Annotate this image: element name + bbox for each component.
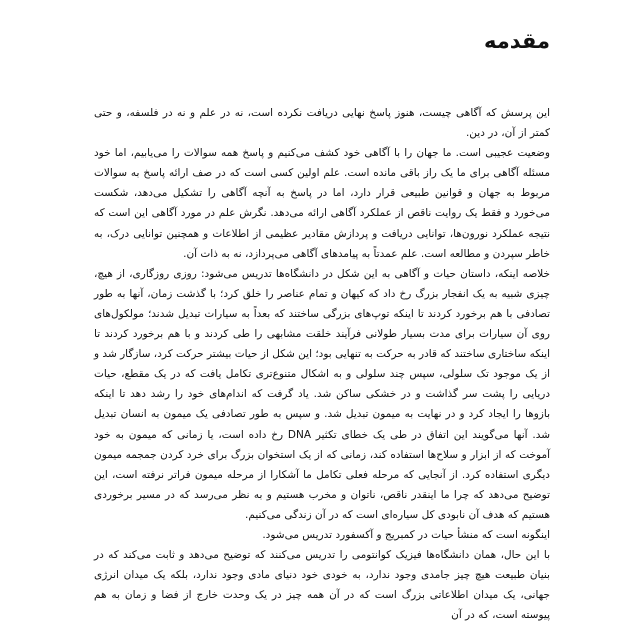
- paragraph-3: خلاصه اینکه، داستان حیات و آگاهی به این شکل در دانشگاه‌ها تدریس می‌شود: روزی روزگاری، از هیچ، چیزی شبیه به یک انفجار بزرگ رخ داد که کیهان و تمام عناصر را خلق کرد؛ با گذشت زمان، آنها به طور تصادفی با هم برخورد کردند تا اینکه توپ‌های بزرگی ساختند که بعداً به سیارات تبدیل شدند؛ مولکول‌های روی آن سیارات برای مدت بسیار طولانی فرآیند خلقت مشابهی را طی کردند و با هم برخورد کردند تا اینکه ساختاری ساختند که قادر به حرکت به تنهایی بود؛ این شکل از حیات بیشتر حرکت کرد، سازگار شد و از یک موجود تک سلولی، سپس چند سلولی و به اشکال متنوع‌تری تکامل یافت که در یک مقطع، حیات دریایی را پشت سر گذاشت و در خشکی ساکن شد. یاد گرفت که اندام‌های خود را رشد دهد تا اینکه بازوها را ایجاد کرد و در نهایت به میمون تبدیل شد. و سپس به طور تصادفی یک میمون به انسان تبدیل شد. آنها می‌گویند این اتفاق در طی یک خطای تکثیر DNA رخ داده است، یا زمانی که میمون به خود آموخت که از ابزار و سلاح‌ها استفاده کند، زمانی که از یک استخوان بزرگ برای خرد کردن جمجمه میمون دیگری استفاده کرد. از آنجایی که مرحله فعلی تکامل ما آشکارا از مرحله میمون فراتر نرفته است، این توضیح می‌دهد که چرا ما اینقدر ناقص، ناتوان و مخرب هستیم و به نظر می‌رسد که در مسیر برخوردی هستیم که هدف آن نابودی کل سیاره‌ای است که در آن زندگی می‌کنیم.: [94, 267, 551, 521]
- paragraph-4: اینگونه است که منشأ حیات در کمبریج و آکسفورد تدریس می‌شود.: [262, 528, 550, 541]
- document-body: [94, 103, 550, 625]
- paragraph-2: وضعیت عجیبی است. ما جهان را با آگاهی خود کشف می‌کنیم و پاسخ همه سوالات را می‌یابیم، اما خود مسئله آگاهی برای ما یک راز باقی مانده است. علم اولین کسی است که در صف ارائه پاسخ به سوالات مربوط به جهان و قوانین طبیعی قرار دارد، اما در پاسخ به آنچه آگاهی را تشکیل می‌دهد، شکست می‌خورد و فقط یک روایت ناقص از عملکرد آگاهی ارائه می‌دهد. نگرش علم در مورد آگاهی این است که نتیجه عملکرد نورون‌ها، توانایی دریافت و پردازش مقادیر عظیمی از اطلاعات و همچنین توانایی درک، به خاطر سپردن و مطالعه است. علم عمدتاً به پیامدهای آگاهی می‌پردازد، نه به ذات آن.: [94, 147, 550, 260]
- paragraph-5: با این حال، همان دانشگاه‌ها فیزیک کوانتومی را تدریس می‌کنند که توضیح می‌دهد و ثابت می‌کند که در بنیان طبیعت هیچ چیز جامدی وجود ندارد، به خودی خود دنیای مادی وجود ندارد، بلکه یک میدان انرژی جهانی، یک میدان اطلاعاتی بزرگ است که در آن همه چیز در یک وحدت خارج از فضا و زمان به هم پیوسته است، که در آن: [94, 549, 550, 622]
- page-title: مقدمه: [484, 29, 550, 53]
- paragraph-1: این پرسش که آگاهی چیست، هنوز پاسخ نهایی دریافت نکرده است، نه در علم و نه در فلسفه، و حتی کمتر از آن، در دین.: [94, 107, 550, 140]
